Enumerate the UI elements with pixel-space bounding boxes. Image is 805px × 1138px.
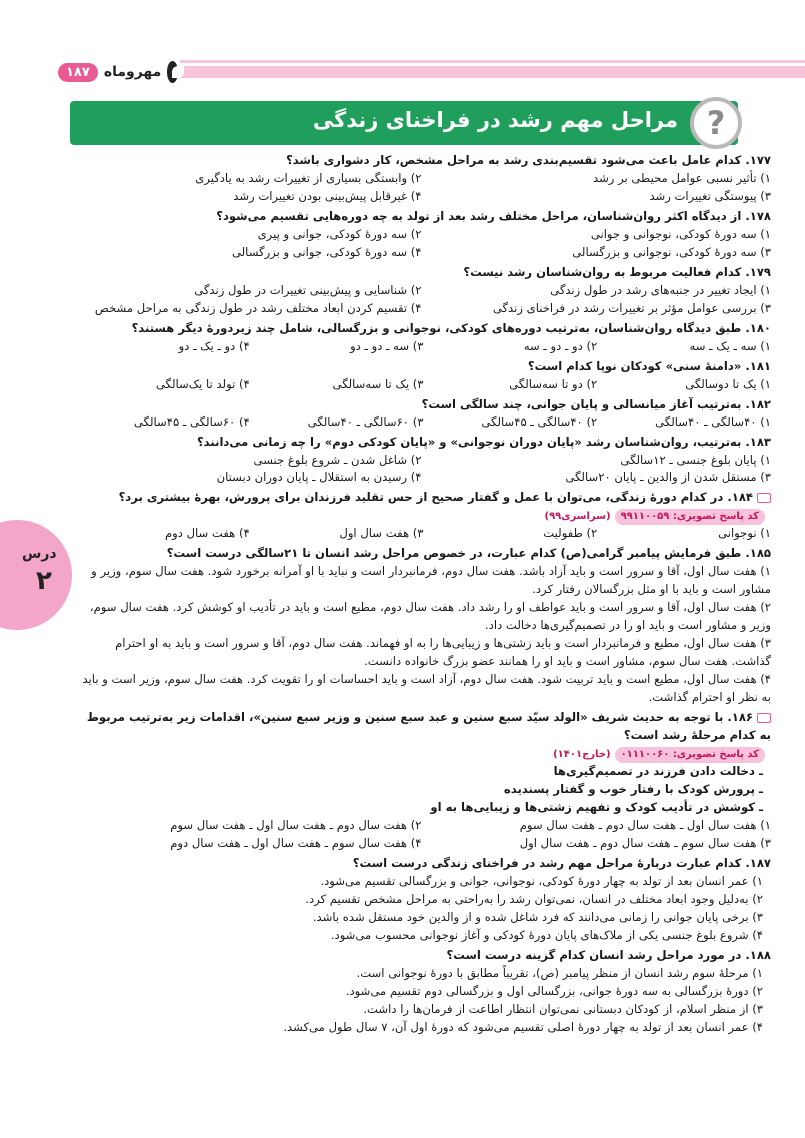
section-title-bar — [70, 101, 738, 145]
options-184 — [82, 525, 771, 543]
options-186 — [82, 817, 771, 853]
option[interactable]: ۱) عمر انسان بعد از تولد به چهار دورهٔ کودکی، نوجوانی، جوانی و بزرگسالی تقسیم می‌شود. — [320, 873, 763, 888]
question-mark-icon: ? — [690, 97, 742, 149]
question-184-row — [82, 489, 771, 525]
option[interactable]: ۴) هفت سال اول، مطیع است و باید تربیت شود. هفت سال دوم، آزاد است و باید احساسات او را تقویت کرد. هفت سال سوم، وزیر است و باید به نظر او احترام گذاشت. — [82, 672, 771, 705]
option[interactable]: ۳) هفت سال اول — [339, 526, 424, 541]
option[interactable]: ۲) شناسایی و پیش‌بینی تغییرات در طول زندگی — [194, 282, 422, 297]
question-182: ۱۸۲. به‌ترتیب آغاز میانسالی و پایان جوانی، چند سالگی است؟ — [421, 396, 771, 411]
exam-source: (سراسری۹۹) — [544, 511, 611, 523]
option[interactable]: ۴) تولد تا یک‌سالگی — [155, 376, 250, 391]
option[interactable]: ۳) ۶۰سالگی ـ ۴۰سالگی — [307, 414, 424, 429]
option[interactable]: ۱) هفت سال اول، آقا و سرور است و باید آزاد باشد. هفت سال دوم، فرمانبردار است و نباید با او آمرانه برخورد شود. هفت سال سوم، وزیر و مشاور است و باید با او مثل بزرگسالان رفتار کرد. — [91, 564, 771, 597]
video-icon[interactable] — [757, 493, 771, 503]
question-177: ۱۷۷. کدام عامل باعث می‌شود تقسیم‌بندی رشد به مراحل مشخص، کار دشواری باشد؟ — [286, 153, 771, 167]
options-178 — [82, 226, 771, 262]
option[interactable]: ۴) غیرقابل پیش‌بینی بودن تغییرات رشد — [233, 188, 422, 203]
answer-code-badge[interactable]: کد پاسخ تصویری: ۹۹۱۱۰۰۵۹ — [615, 509, 765, 525]
statement-item: ـ کوشش در تأدیب کودک و تفهیم زشتی‌ها و زیبایی‌ها به او — [430, 799, 763, 814]
option[interactable]: ۳) از منظر اسلام، از کودکان دبستانی نمی‌توان انتظار اطاعت از فرمان‌ها را داشت. — [363, 1001, 763, 1016]
options-183 — [82, 452, 771, 488]
question-187: ۱۸۷. کدام عبارت دربارهٔ مراحل مهم رشد در فراخنای زندگی درست است؟ — [352, 855, 771, 870]
question-188: ۱۸۸. در مورد مراحل رشد انسان کدام گزینه درست است؟ — [446, 947, 771, 962]
option[interactable]: ۴) رسیدن به استقلال ـ پایان دوران دبستان — [216, 470, 422, 485]
option[interactable]: ۲) وابستگی بسیاری از تغییرات رشد به یادگیری — [195, 170, 422, 185]
option[interactable]: ۴) هفت سال سوم ـ هفت سال اول ـ هفت سال دوم — [170, 835, 422, 850]
question-186-row — [82, 709, 771, 745]
options-180 — [82, 338, 771, 356]
option[interactable]: ۳) هفت سال اول، مطیع و فرمانبردار است و باید زشتی‌ها و زیبایی‌ها را به او فهماند. هفت سال دوم، آقا و سرور است و باید به او احترام گذاشت. هفت سال سوم، مشاور است و باید او را همانند عضو بزرگ خانواده دانست. — [115, 636, 771, 669]
page-number: ۱۸۷ — [58, 63, 98, 82]
option[interactable]: ۳) هفت سال سوم ـ هفت سال دوم ـ هفت سال اول — [519, 835, 771, 850]
option[interactable]: ۱) یک تا دوسالگی — [685, 376, 771, 391]
option[interactable]: ۳) مستقل شدن از والدین ـ پایان ۲۰سالگی — [565, 470, 771, 485]
option[interactable]: ۱) سه دورهٔ کودکی، نوجوانی و جوانی — [590, 226, 771, 241]
question-184: ۱۸۴. در کدام دورهٔ زندگی، می‌توان با عمل و گفتار صحیح از حس تقلید فرزندان برای پرورش، بهرهٔ بیشتری برد؟ — [118, 490, 753, 505]
option[interactable]: ۲) سه دورهٔ کودکی، جوانی و پیری — [257, 226, 422, 241]
option[interactable]: ۴) عمر انسان بعد از تولد به چهار دورهٔ اصلی تقسیم می‌شود که دورهٔ اول آن، ۷ سال طول می‌کشد. — [283, 1019, 763, 1034]
option[interactable]: ۳) یک تا سه‌سالگی — [332, 376, 424, 391]
option[interactable]: ۱) ۴۰سالگی ـ ۴۰سالگی — [655, 414, 771, 429]
option[interactable]: ۳) سه ـ دو ـ دو — [350, 338, 424, 353]
option[interactable]: ۲) طفولیت — [543, 526, 598, 541]
section-title: مراحل مهم رشد در فراخنای زندگی — [312, 108, 678, 132]
option[interactable]: ۱) نوجوانی — [718, 526, 771, 541]
option[interactable]: ۲) دورهٔ بزرگسالی به سه دورهٔ جوانی، بزرگسالی اول و بزرگسالی دوم تقسیم می‌شود. — [345, 983, 763, 998]
option[interactable]: ۲) به‌دلیل وجود ابعاد مختلف در انسان، نمی‌توان رشد را به‌راحتی به مراحل مشخص تقسیم کرد. — [305, 891, 763, 906]
question-178: ۱۷۸. از دیدگاه اکثر روان‌شناسان، مراحل مختلف رشد بعد از تولد به چه دوره‌هایی تقسیم می‌شود؟ — [216, 208, 771, 223]
options-181 — [82, 376, 771, 394]
page-header — [0, 60, 805, 84]
options-177 — [82, 170, 771, 206]
brand-name: مهروماه — [103, 64, 162, 80]
statement-item: ـ پرورش کودک با رفتار خوب و گفتار پسندیده — [503, 781, 763, 796]
hint-row-186 — [82, 745, 771, 763]
option[interactable]: ۱) مرحلهٔ سوم رشد انسان از منظر پیامبر (ص)، تقریباً مطابق با دورهٔ نوجوانی است. — [356, 965, 763, 980]
option[interactable]: ۱) تأثیر نسبی عوامل محیطی بر رشد — [593, 170, 771, 185]
option[interactable]: ۴) دو ـ یک ـ دو — [178, 338, 250, 353]
option[interactable]: ۲) شاغل شدن ـ شروع بلوغ جنسی — [253, 452, 422, 467]
brand-logo — [58, 60, 178, 84]
options-182 — [82, 414, 771, 432]
option[interactable]: ۱) پایان بلوغ جنسی ـ ۱۲سالگی — [620, 452, 771, 467]
option[interactable]: ۳) پیوستگی تغییرات رشد — [649, 188, 771, 203]
header-band — [180, 66, 805, 78]
question-179: ۱۷۹. کدام فعالیت مربوط به روان‌شناسان رشد نیست؟ — [463, 264, 771, 279]
option[interactable]: ۲) هفت سال دوم ـ هفت سال اول ـ هفت سال سوم — [170, 817, 422, 832]
option[interactable]: ۳) برخی پایان جوانی را زمانی می‌دانند که فرد شاغل شده و از والدین خود مستقل شده باشد. — [312, 909, 763, 924]
option[interactable]: ۱) ایجاد تغییر در جنبه‌های رشد در طول زندگی — [550, 282, 771, 297]
questions-list — [82, 150, 771, 1037]
options-179 — [82, 282, 771, 318]
question-180: ۱۸۰. طبق دیدگاه روان‌شناسان، به‌ترتیب دوره‌های کودکی، نوجوانی و بزرگسالی، شامل چند زیردورهٔ دیگر هستند؟ — [131, 320, 771, 335]
option[interactable]: ۲) دو تا سه‌سالگی — [509, 376, 598, 391]
video-icon[interactable] — [757, 713, 771, 723]
option[interactable]: ۴) سه دورهٔ کودکی، جوانی و بزرگسالی — [231, 244, 422, 259]
option[interactable]: ۳) سه دورهٔ کودکی، نوجوانی و بزرگسالی — [572, 244, 771, 259]
option[interactable]: ۴) هفت سال دوم — [164, 526, 250, 541]
answer-code-badge[interactable]: کد پاسخ تصویری: ۰۱۱۱۰۰۶۰ — [615, 747, 765, 763]
option[interactable]: ۲) هفت سال اول، آقا و سرور است و باید عواطف او را رشد داد. هفت سال دوم، مطیع است و باید در تأدیب او کوشش کرد. هفت سال سوم، وزیر و مشاور است و باید او را در تصمیم‌گیری‌ها دخالت داد. — [89, 600, 771, 633]
question-185: ۱۸۵. طبق فرمایش پیامبر گرامی(ص) کدام عبارت، در خصوص مراحل رشد انسان تا ۲۱سالگی درست است؟ — [166, 546, 771, 561]
option[interactable]: ۲) دو ـ دو ـ سه — [523, 338, 598, 353]
exam-source: (خارج۱۴۰۱) — [553, 749, 611, 760]
option[interactable]: ۳) بررسی عوامل مؤثر بر تغییرات رشد در فراخنای زندگی — [492, 300, 771, 315]
option[interactable]: ۱) هفت سال اول ـ هفت سال دوم ـ هفت سال سوم — [519, 817, 771, 832]
butterfly-icon — [167, 61, 178, 83]
question-186: ۱۸۶. با توجه به حدیث شریف «الولد سیّد سبع سنین و عبد سبع سنین و وزیر سبع سنین»، اقدامات زیر به‌ترتیب مربوط به کدام مرحلهٔ رشد است؟ — [86, 710, 771, 743]
statement-item: ـ دخالت دادن فرزند در تصمیم‌گیری‌ها — [553, 763, 763, 778]
question-183: ۱۸۳. به‌ترتیب، روان‌شناسان رشد «پایان دوران نوجوانی» و «پایان کودکی دوم» را چه زمانی می‌دانند؟ — [196, 434, 771, 449]
option[interactable]: ۴) شروع بلوغ جنسی یکی از ملاک‌های پایان دورهٔ کودکی و آغاز نوجوانی محسوب می‌شود. — [330, 927, 763, 942]
lesson-label: درس — [22, 546, 57, 562]
option[interactable]: ۱) سه ـ یک ـ سه — [689, 338, 771, 353]
question-181: ۱۸۱. «دامنهٔ سنی» کودکان نوپا کدام است؟ — [527, 358, 771, 373]
option[interactable]: ۲) ۴۰سالگی ـ ۴۵سالگی — [481, 414, 598, 429]
option[interactable]: ۴) تقسیم کردن ابعاد مختلف رشد در طول زندگی به مراحل مشخص — [94, 300, 422, 315]
lesson-number: ۲ — [36, 566, 52, 596]
option[interactable]: ۴) ۶۰سالگی ـ ۴۵سالگی — [133, 414, 250, 429]
